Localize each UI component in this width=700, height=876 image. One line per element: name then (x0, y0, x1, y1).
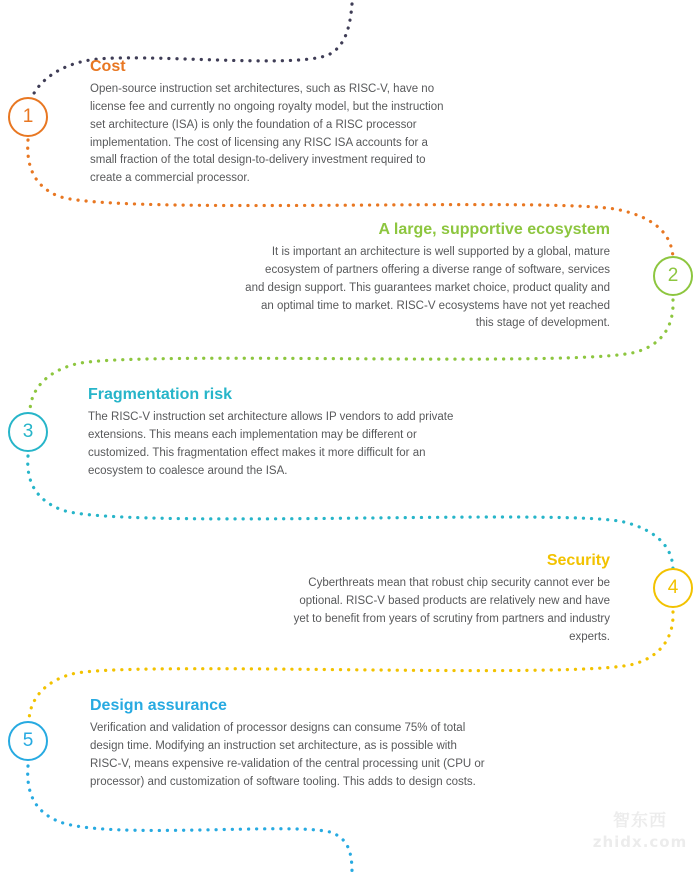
step-3-title: Fragmentation risk (88, 386, 233, 403)
step-3-body: The RISC-V instruction set architecture allows IP vendors to add private extensions. This means each implementation may be different or customized. This fragmentation effect makes it more difficult for an ecosystem to coalesce around the ISA. (88, 411, 454, 477)
step-1-title: Cost (90, 58, 126, 75)
step-2-title: A large, supportive ecosystem (378, 221, 610, 238)
step-5-body: Verification and validation of processor designs can consume 75% of total design time. Modifying an instruction set architecture, as is possible with RISC-V, means expensive re-validation of the central processing unit (CPU or processor) and customization of software tooling. This adds to design costs. (90, 722, 485, 788)
step-5-title: Design assurance (90, 697, 227, 714)
step-4 (290, 551, 610, 646)
step-badge-3 (8, 412, 48, 452)
step-1 (90, 57, 445, 188)
step-2 (245, 220, 610, 333)
step-1-body: Open-source instruction set architectures, such as RISC-V, have no license fee and currently no ongoing royalty model, but the instruction set architecture (ISA) is only the foundation of a RISC processor implementation. The cost of licensing any RISC ISA accounts for a small fraction of the total design-to-delivery investment required to create a commercial processor. (90, 83, 444, 185)
watermark-line2: zhidx.com (592, 833, 688, 851)
step-2-body: It is important an architecture is well supported by a global, mature ecosystem of partners offering a diverse range of software, services and design support. This guarantees market choice, product quality and an optimal time to market. RISC-V ecosystems have not yet reached this stage of development. (245, 246, 610, 330)
step-badge-1-number: 1 (22, 106, 34, 127)
step-badge-3-number: 3 (22, 421, 34, 442)
step-badge-4-number: 4 (667, 577, 679, 598)
step-3 (88, 385, 478, 480)
step-badge-1 (8, 97, 48, 137)
step-badge-5 (8, 721, 48, 761)
watermark (592, 806, 688, 866)
step-badge-2-number: 2 (667, 265, 679, 286)
step-5 (90, 696, 490, 791)
step-4-title: Security (546, 552, 610, 569)
step-badge-4 (653, 568, 693, 608)
step-badge-5-number: 5 (22, 730, 34, 751)
step-badge-2 (653, 256, 693, 296)
step-4-body: Cyberthreats mean that robust chip security cannot ever be optional. RISC-V based products are relatively new and have yet to benefit from years of scrutiny from partners and industry experts. (293, 577, 610, 643)
watermark-line1: 智东西 (613, 811, 667, 831)
